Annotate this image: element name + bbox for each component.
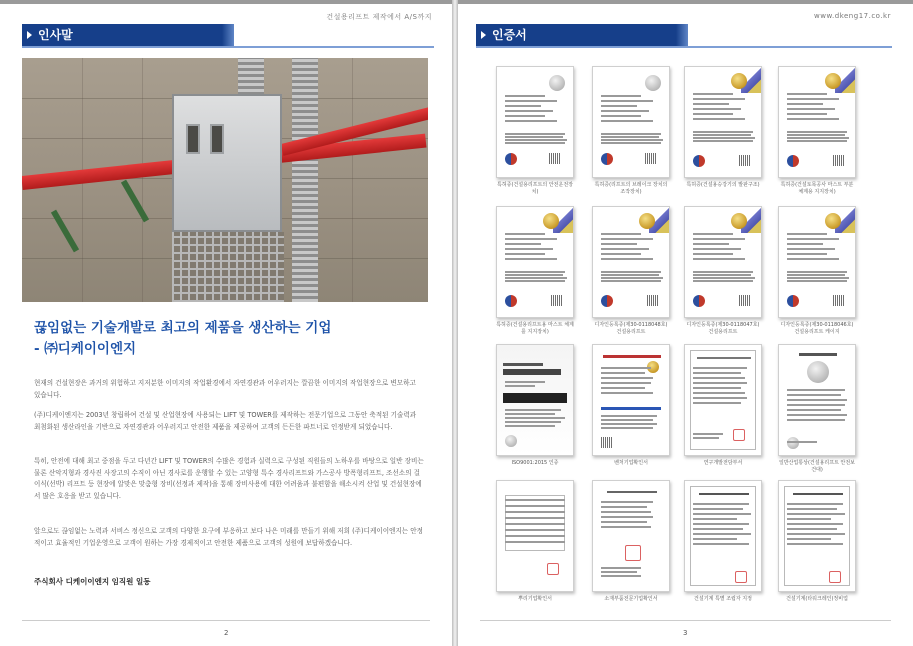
certificate-caption: 일반산업통상(건설용리프트 안전보건대) [779, 460, 855, 473]
certificate-5 [496, 206, 574, 336]
section-underline [476, 46, 892, 48]
certificate-image [684, 66, 762, 178]
certificate-caption: 벤처기업확인서 [614, 460, 648, 466]
certificate-1 [496, 66, 574, 196]
paragraph-3: 특히, 안전에 대해 최고 중점을 두고 다년간 LIFT 및 TOWER의 수많은 경험과 실력으로 구성된 직원들의 노하우를 바탕으로 일반 장비는 물론 산악지형과 경사진 사장고의 수직이 아닌 경사로를 운행할 수 있는 고양형 특수 경사리프트와 가스공사 방폭형리프트, 조선소의 걸이식(선박) 리프트 등 현장에 알맞은 맞춤형 장비(선정과 제작)을 통해 장비사용에 대한 어려움과 불편함을 해소시켜 산업 및 건설현장에서 많은 호응을 받고 있습니다. [34, 457, 424, 500]
left-page [0, 0, 452, 646]
section-title-greeting: 인사말 [22, 24, 222, 46]
certificate-caption: 건설기계(타워크레인)정비업 [786, 596, 848, 602]
paragraph-4: 앞으로도 끊임없는 노력과 서비스 정신으로 고객의 다양한 요구에 부응하고 보다 나은 미래를 만들기 위해 저희 (주)디케이이엔지는 안정적이고 효율적인 기업운영으로 고객이 원하는 가장 경제적이고 안전한 제품으로 고객의 성원에 보답하겠습니다. [34, 527, 424, 547]
certificate-image [496, 480, 574, 592]
certificate-8 [778, 206, 856, 336]
certificate-11 [684, 344, 762, 467]
certificate-image [778, 480, 856, 592]
certificate-caption: 연구개발전담부서 [703, 460, 743, 466]
certificate-caption: 디자인등록증(제30-0118046호) 건설용리프트 케이지 [780, 322, 854, 335]
certificate-image [778, 206, 856, 318]
certificate-caption: 소재부품전문기업확인서 [604, 596, 658, 602]
certificate-caption: ISO9001:2015 인증 [511, 460, 559, 466]
certificate-caption: 특허증(리프트의 브레이크 장치의 조작장치) [594, 182, 668, 195]
certificate-image [684, 206, 762, 318]
top-rule [458, 0, 913, 4]
bottom-rule [22, 620, 430, 621]
certificate-image [496, 206, 574, 318]
certificate-image [592, 206, 670, 318]
certificate-3 [684, 66, 762, 189]
certificate-caption: 뿌리기업확인서 [518, 596, 552, 602]
headline-line2: - ㈜디케이이엔지 [34, 341, 137, 357]
certificate-image [778, 344, 856, 456]
certificate-image [592, 344, 670, 456]
running-header-url: www.dkeng17.co.kr [814, 12, 891, 20]
certificate-2 [592, 66, 670, 196]
certificate-image [496, 344, 574, 456]
certificate-6 [592, 206, 670, 336]
paragraph-2: (주)디케이엔지는 2003년 창립하여 건설 및 산업현장에 사용되는 LIFT 및 TOWER를 제작하는 전문기업으로 그동안 축적된 기술력과 최첨화된 생산라인을 기반으로 자연경관과 어우러지고 안전한 제품을 제공하여 고객의 든든한 파트너로 인정받게 되었습니다. [34, 411, 417, 431]
page-number-right: 3 [683, 629, 688, 637]
certificate-4 [778, 66, 856, 196]
certificate-image [684, 480, 762, 592]
bottom-rule [480, 620, 891, 621]
certificate-caption: 특허증(건설용리프트용 마스트 체계를 지지장치) [496, 322, 574, 335]
headline-line1: 끊임없는 기술개발로 최고의 제품을 생산하는 기업 [34, 320, 332, 336]
paragraph-1: 현재의 건설현장은 과거의 위험하고 지저분한 이미지의 작업환경에서 자연경관과 어우러지는 깔끔한 이미지의 작업현장으로 변모하고 있습니다. [34, 379, 416, 399]
certificate-10 [592, 344, 670, 467]
certificate-caption: 디자인등록증(제30-0118048호) 건설용리프트 [594, 322, 668, 335]
certificate-13 [496, 480, 574, 603]
certificate-image [592, 480, 670, 592]
certificate-image [496, 66, 574, 178]
running-header: 건설용리프트 제작에서 A/S까지 [326, 13, 432, 21]
certificate-caption: 특허증(건설용승강기의 발판구조) [686, 182, 760, 188]
right-page [458, 0, 913, 646]
section-title-certificates: 인증서 [476, 24, 676, 46]
section-underline [22, 46, 434, 48]
headline [34, 318, 424, 360]
certificate-9 [496, 344, 574, 467]
construction-lift-photo [22, 58, 428, 302]
certificate-7 [684, 206, 762, 336]
certificate-12 [778, 344, 856, 474]
certificate-16 [778, 480, 856, 603]
certificate-15 [684, 480, 762, 603]
page-number-left: 2 [224, 629, 229, 637]
top-rule [0, 0, 452, 4]
certificate-caption: 특허증(건설토목공사 마스트 부분 체계용 지지장치) [780, 182, 854, 195]
certificate-caption: 건설기계 특별 조립자 지정 [694, 596, 752, 602]
certificate-14 [592, 480, 670, 603]
certificate-image [684, 344, 762, 456]
signature: 주식회사 디케이이엔지 임직원 일동 [34, 577, 151, 586]
certificate-caption: 디자인등록증(제30-0118047호) 건설용리프트 [686, 322, 760, 335]
certificate-image [778, 66, 856, 178]
certificate-caption: 특허증(건설용리프트의 안전운전장치) [497, 182, 573, 195]
certificate-image [592, 66, 670, 178]
